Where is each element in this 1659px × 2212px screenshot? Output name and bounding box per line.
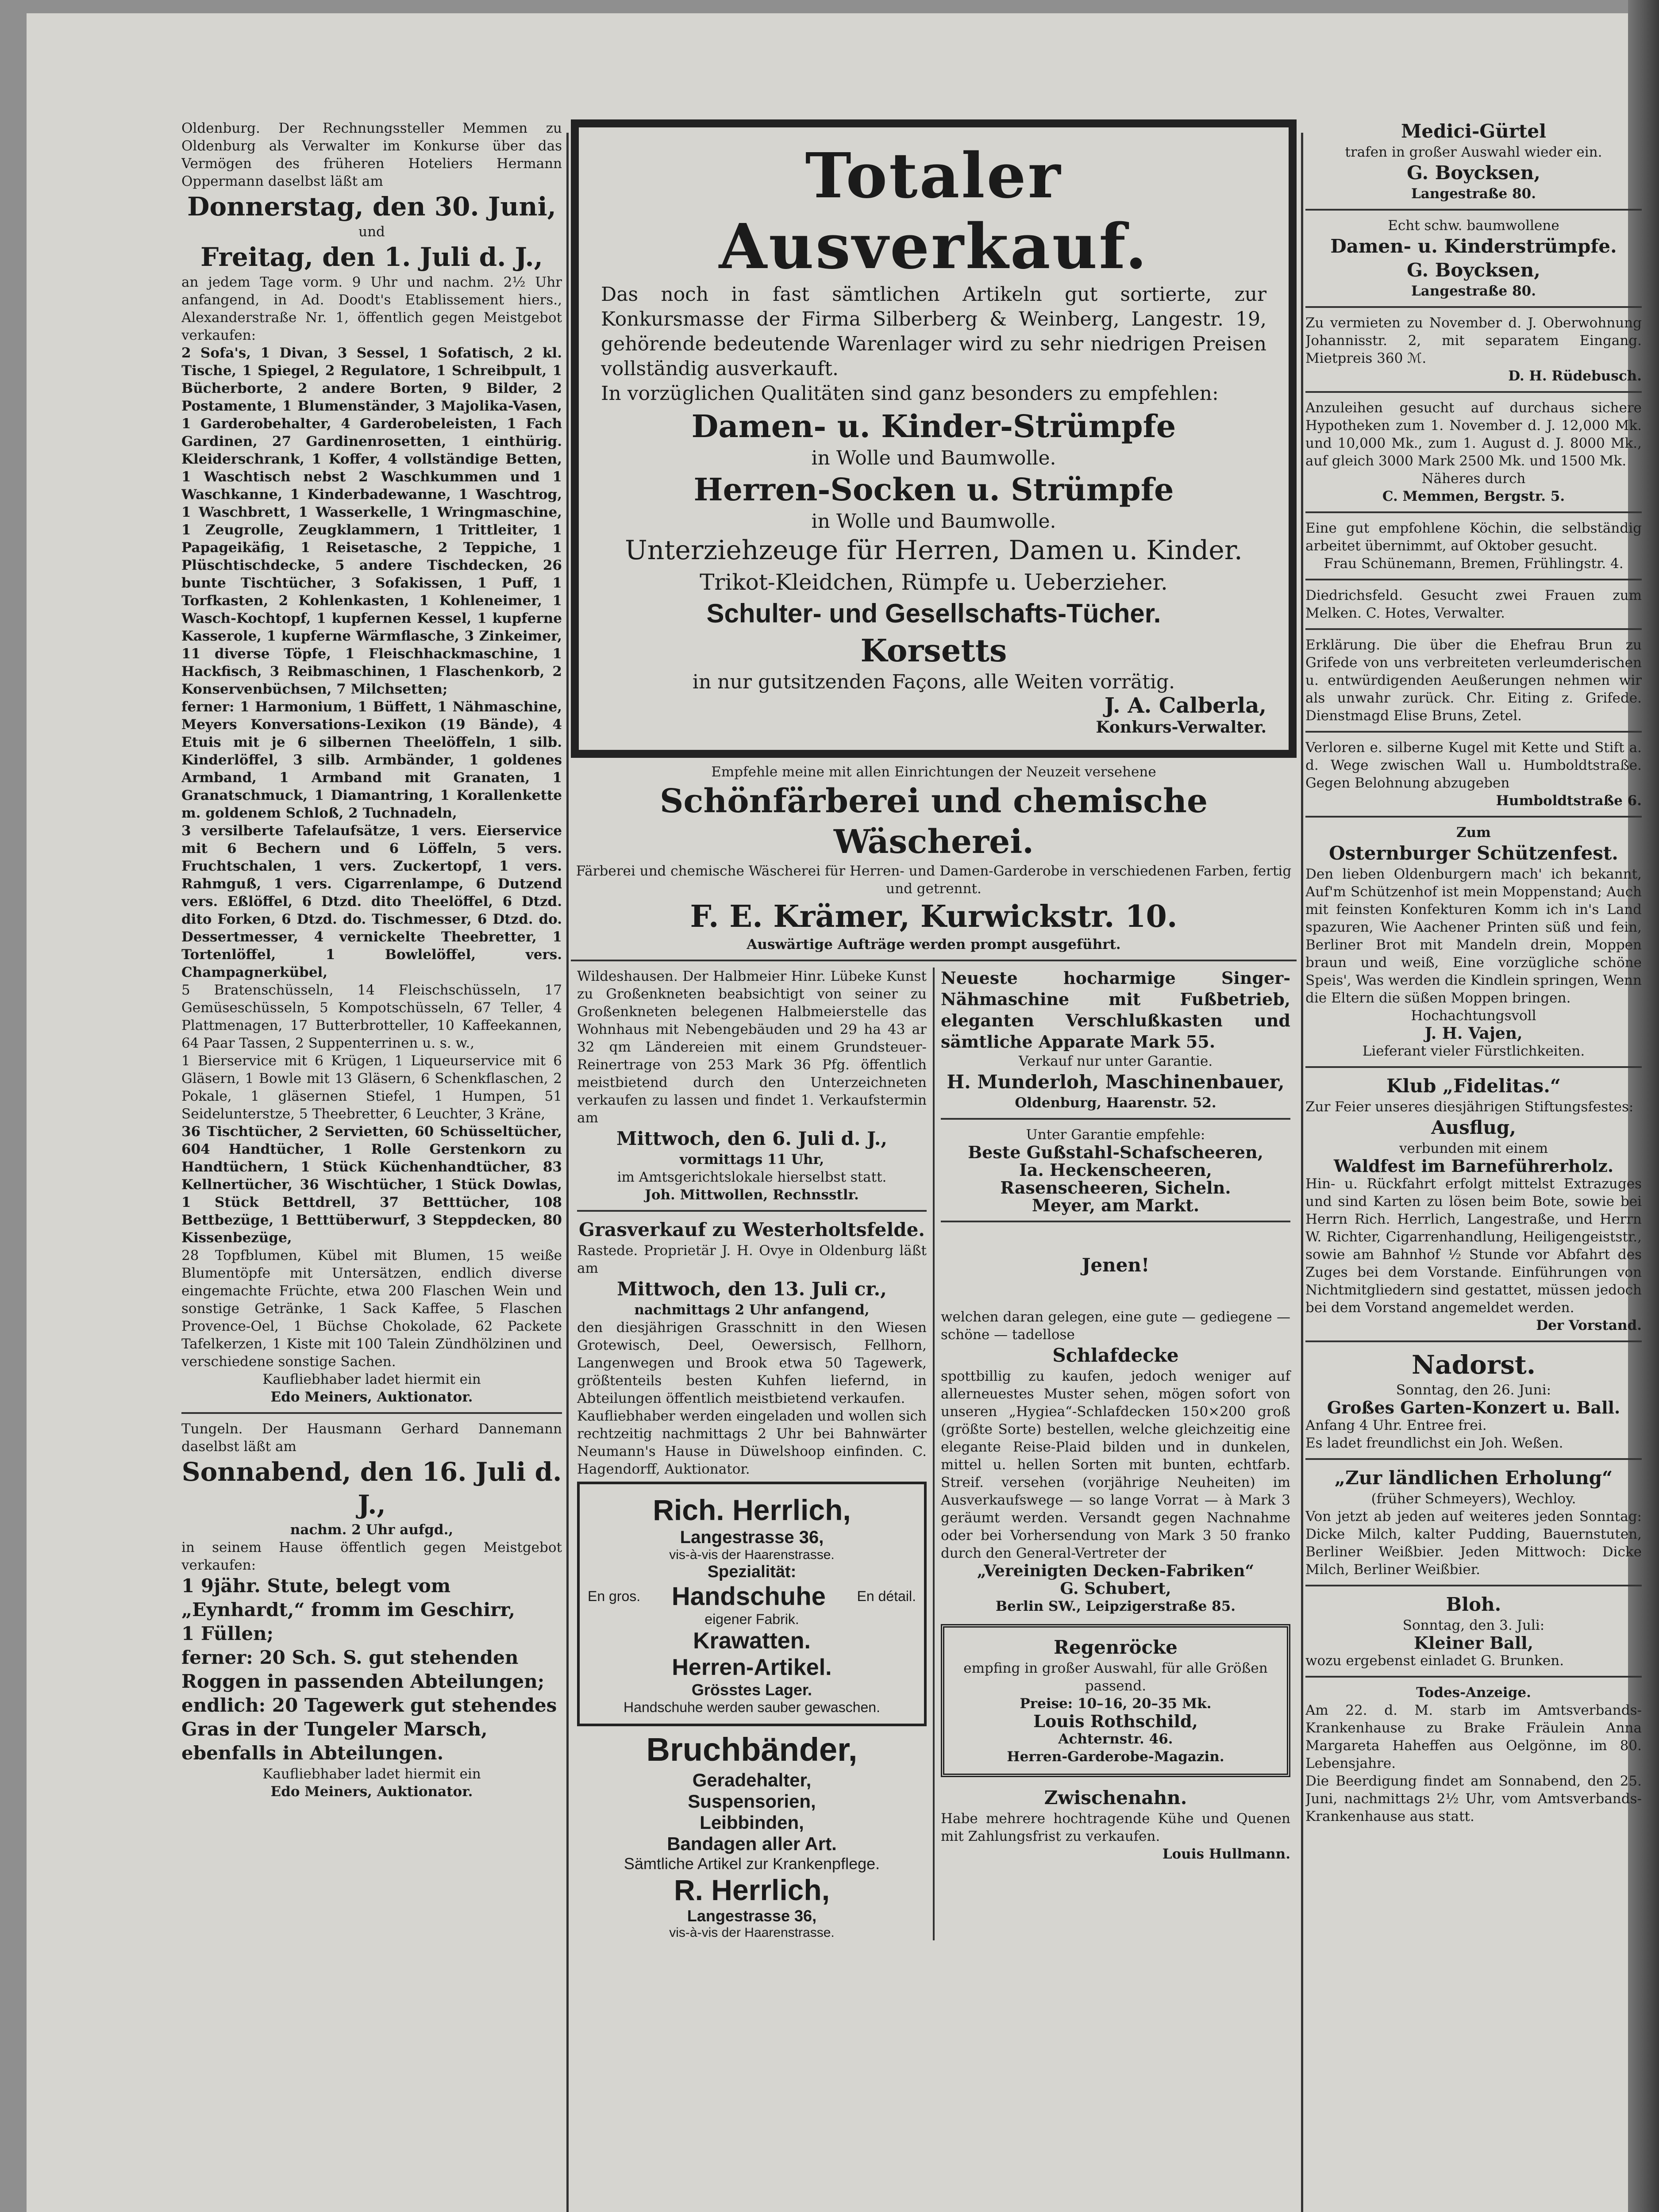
- ad-items: 2 Sofa's, 1 Divan, 3 Sessel, 1 Sofatisch, 2 kl. Tische, 1 Spiegel, 2 Regulatore, 1 Schreibpult, 1 Bücherborte, 2 andere Borten, 9 Bilder, 2 Postamente, 1 Blumenständer, 3 Majolika-Vasen, 1 Garderobehalter, 4 Garderobeleisten, 1 Fach Gardinen, 27 Gardinenrosetten, 1 einthürig. Kleiderschrank, 1 Koffer, 4 vollständige Betten, 1 Waschtisch nebst 2 Waschkummen und 1 Waschkanne, 1 Kinderbadewanne, 1 Waschtrog, 1 Waschbrett, 1 Wasserkelle, 1 Wringmaschine, 1 Zeugrolle, Zeugklammern, 1 Trittleiter, 1 Papageikäfig, 1 Reisetasche, 2 Teppiche, 1 Plüschtischdecke, 5 andere Tischdecken, 26 bunte Tischtücher, 3 Sofakissen, 1 Puff, 1 Torfkasten, 2 Kohlenkasten, 1 Kohleneimer, 1 Wasch-Kochtopf, 1 kupfernen Kessel, 1 kupferne Kasserole, 1 kupferne Wärmflasche, 3 Zinkeimer, 11 diverse Töpfe, 1 Fleischhackmaschine, 1 Hackfisch, 3 Reibmaschinen, 1 Flaschenkorb, 2 Konservenbüchsen, 7 Milchsetten;: [181, 345, 562, 697]
- ad-text: eigener Fabrik.: [704, 1611, 799, 1627]
- ad-product: Geradehalter,: [692, 1770, 812, 1790]
- ad-text: Empfehle meine mit allen Einrichtungen der Neuzeit versehene: [711, 764, 1156, 780]
- ad-text: Färberei und chemische Wäscherei für Herren- und Damen-Garderobe in verschiedenen Farben, fertig und getrennt.: [576, 863, 1292, 897]
- ad-text: nachm. 2 Uhr aufgd.,: [290, 1522, 454, 1538]
- schuetzenfest-ad: [1305, 824, 1642, 1060]
- column-left: [181, 119, 562, 2212]
- center-left-subcolumn: [571, 968, 933, 1940]
- divider: [1305, 1458, 1642, 1460]
- bruchbaender-ad: [577, 1730, 927, 1940]
- ad-text: En détail.: [857, 1588, 916, 1604]
- ad-text: Hochachtungsvoll: [1411, 1008, 1536, 1024]
- ad-text: Am 22. d. M. starb im Amtsverbands-Krankenhause zu Brake Fräulein Anna Margareta Haheffen aus Oelgönne, im 80. Lebensjahre.: [1305, 1702, 1642, 1771]
- ad-text: Tungeln. Der Hausmann Gerhard Dannemann daselbst läßt am: [181, 1421, 562, 1455]
- ad-firm: F. E. Krämer, Kurwickstr. 10.: [690, 899, 1178, 934]
- ad-items: 36 Tischtücher, 2 Servietten, 60 Schüsseltücher, 604 Handtücher, 1 Rolle Gerstenkorn zu Handtüchern, 1 Stück Küchenhandtücher, 83 Kellnertücher, 36 Wischtücher, 1 Stück Dowlas, 1 Stück Bettdrell, 37 Betttücher, 108 Bettbezüge, 1 Betttüberwurf, 3 Steppdecken, 80 Kissenbezüge,: [181, 1124, 562, 1246]
- ad-title: Klub „Fidelitas.“: [1386, 1075, 1561, 1097]
- ad-address: Berlin SW., Leipzigerstraße 85.: [995, 1598, 1236, 1614]
- ad-items: 3 versilberte Tafelaufsätze, 1 vers. Eierservice mit 6 Bechern und 6 Löffeln, 5 vers. Fruchtschalen, 1 vers. Zuckertopf, 1 vers. Rahmguß, 1 vers. Cigarrenlampe, 6 Dutzend vers. Eßlöffel, 6 Dtzd. dito Theelöffel, 6 Dtzd. dito Forken, 6 Dtzd. do. Tischmesser, 6 Dtzd. do. Dessertmesser, 4 vernickelte Theebretter, 1 Tortenlöffel, 1 Bowlelöffel, vers. Champagnerkübel,: [181, 823, 562, 980]
- ad-date: Freitag, den 1. Juli d. J.,: [200, 242, 543, 272]
- ad-text: Kleiner Ball,: [1414, 1633, 1533, 1653]
- divider: [1305, 816, 1642, 818]
- ad-address: vis-à-vis der Haarenstrasse.: [669, 1548, 835, 1562]
- handschuhe-row: [588, 1582, 916, 1611]
- ad-text: Großes Garten-Konzert u. Ball.: [1327, 1398, 1621, 1417]
- ad-title: Zwischenahn.: [1044, 1787, 1187, 1809]
- ad-text: an jedem Tage vorm. 9 Uhr und nachm. 2½ Uhr anfangend, in Ad. Doodt's Etablissement hiers., Alexanderstraße Nr. 1, öffentlich gegen Meistgebot verkaufen:: [181, 274, 562, 343]
- ad-date: Mittwoch, den 6. Juli d. J.,: [616, 1128, 887, 1149]
- ad-text: Hin- u. Rückfahrt erfolgt mittelst Extrazuges und sind Karten zu lösen beim Bote, sowie bei Herrn Rich. Herrlich, Langestraße, und Herrn W. Richter, Cigarrenhandlung, Heiligengeiststr., sowie am Bahnhof ½ Stunde vor Abfahrt des Zuges bei dem Vorstande. Einführungen von Nichtmitgliedern sind gestattet, müssen jedoch bei dem Vorstand angemeldet werden.: [1305, 1176, 1642, 1316]
- ad-signature: Frau Schünemann, Bremen, Frühlingstr. 4.: [1324, 556, 1624, 572]
- verloren-ad: [1305, 739, 1642, 810]
- divider: [1305, 306, 1642, 308]
- ad-text: Eine gut empfohlene Köchin, die selbständig arbeitet übernimmt, auf Oktober gesucht.: [1305, 520, 1642, 554]
- ad-title: Schönfärberei und chemische Wäscherei.: [659, 782, 1208, 861]
- wildeshausen-ad: [577, 968, 927, 1204]
- schlafdecke-ad: [941, 1344, 1290, 1615]
- scheeren-ad: [941, 1126, 1290, 1214]
- faerberei-ad: [571, 763, 1297, 953]
- ad-address: Achternstr. 46.: [1058, 1731, 1173, 1747]
- ad-address: Langestraße 80.: [1411, 186, 1536, 202]
- ad-text: nachmittags 2 Uhr anfangend,: [634, 1302, 870, 1318]
- ad-text: Zu vermieten zu November d. J. Oberwohnung Johannisstr. 2, mit separatem Eingang. Mietpreis 360 ℳ.: [1305, 315, 1642, 366]
- column-rule: [1301, 133, 1303, 2212]
- herrlich-handschuhe-ad: [577, 1482, 927, 1726]
- ad-text: Neueste hocharmige Singer-Nähmaschine mit Fußbetrieb, eleganten Verschlußkasten und sämtliche Apparate Mark 55.: [941, 968, 1290, 1052]
- ad-text: vormittags 11 Uhr,: [679, 1152, 824, 1167]
- ad-text: Waldfest im Barneführerholz.: [1333, 1156, 1614, 1176]
- ad-items: 5 Bratenschüsseln, 14 Fleischschüsseln, 17 Gemüseschüsseln, 5 Kompotschüsseln, 67 Teller, 4 Plattmenagen, 17 Butterbrotteller, 10 Kaffeekannen, 64 Paar Tassen, 2 Suppenterrinen u. s. w.,: [181, 982, 562, 1051]
- ad-signature: J. H. Vajen,: [1424, 1024, 1523, 1043]
- ad-title: Schlafdecke: [1052, 1344, 1179, 1366]
- ad-text: Auswärtige Aufträge werden prompt ausgeführt.: [747, 937, 1121, 952]
- ad-product: Krawatten.: [693, 1628, 811, 1654]
- ad-items: 1 Bierservice mit 6 Krügen, 1 Liqueurservice mit 6 Gläsern, 1 Bowle mit 13 Gläsern, 6 Schenkflaschen, 2 Pokale, 1 gläsernen Stiefel, 1 Humpen, 51 Seidelunterstze, 5 Theebretter, 6 Leuchter, 3 Kräne,: [181, 1053, 562, 1122]
- ad-firm: Rich. Herrlich,: [653, 1494, 851, 1526]
- ad-text: empfing in großer Auswahl, für alle Größen passend.: [963, 1660, 1268, 1694]
- ad-text: und: [358, 224, 385, 240]
- todes-anzeige: [1305, 1684, 1642, 1825]
- center-right-subcolumn: [933, 968, 1297, 1940]
- ad-text: (früher Schmeyers), Wechloy.: [1371, 1491, 1576, 1507]
- ad-text: Kaufliebhaber ladet hiermit ein: [262, 1371, 481, 1387]
- ad-text: Erklärung. Die über die Ehefrau Brun zu Grifede von uns verbreiteten verleumderischen u. entwürdigenden Aeußerungen nehmen wir als unwahr zurück. Chr. Eiting z. Grifede. Dienstmagd Elise Bruns, Zetel.: [1305, 637, 1642, 724]
- ausverkauf-title: Totaler Ausverkauf.: [719, 140, 1149, 283]
- ad-text: Lieferant vieler Fürstlichkeiten.: [1362, 1043, 1585, 1059]
- ad-title: Ausflug,: [1431, 1117, 1516, 1138]
- ad-text: Spezialität:: [707, 1563, 797, 1581]
- ad-text: Wildeshausen. Der Halbmeier Hinr. Lübeke Kunst zu Großenkneten beabsichtigt von seiner zu Großenkneten belegenen Halbmeierstelle das Wohnhaus mit Nebengebäuden und 29 ha 43 ar 32 qm Ländereien mit einem Grundsteuer-Reinertrage von 253 Mark 36 Pfg. öffentlich meistbietend durch den Unterzeichneten verkaufen zu lassen und findet 1. Verkaufstermin am: [577, 968, 927, 1126]
- divider: [1305, 628, 1642, 630]
- ad-address: Langestrasse 36,: [680, 1528, 824, 1547]
- ad-text: Verkauf nur unter Garantie.: [1018, 1053, 1213, 1069]
- divider: [1305, 391, 1642, 393]
- ad-text: En gros.: [588, 1588, 641, 1604]
- ad-title: Regenröcke: [1054, 1636, 1178, 1658]
- ad-product: Rasenscheeren, Sicheln.: [1000, 1178, 1231, 1198]
- ad-text: Es ladet freundlichst ein Joh. Weßen.: [1305, 1435, 1563, 1451]
- ad-text: in seinem Hause öffentlich gegen Meistgebot verkaufen:: [181, 1540, 562, 1573]
- ad-text: Den lieben Oldenburgern mach' ich bekannt, Auf'm Schützenhof ist mein Moppenstand; Auch mit feinsten Konfekturen Komm ich in's Land spazuren, Wie Aachener Printen süß und fein, Berliner Brot mit Mandeln drein, Moppen braun und weiß, Eine vorzügliche schöne Speis', Was werden die Kindlein springen, Wenn die Eltern die süßen Moppen bringen.: [1305, 866, 1642, 1006]
- ad-items: 28 Topfblumen, Kübel mit Blumen, 15 weiße Blumentöpfe mit Untersätzen, endlich diverse eingemachte Früchte, etwa 200 Flaschen Wein und sonstige Getränke, 1 Sack Kaffee, 5 Flaschen Provence-Oel, 1 Büchse Chokolade, 62 Packete Tafelkerzen, 1 Kiste mit 100 Talein Zündhölzinen und verschiedene sonstige Sachen.: [181, 1248, 562, 1370]
- ad-text: Sämtliche Artikel zur Krankenpflege.: [624, 1855, 880, 1873]
- ad-text: Das noch in fast sämtlichen Artikeln gut sortierte, zur Konkursmasse der Firma Silberberg & Weinberg, Langestr. 19, gehörende bedeutende Warenlager wird zu sehr niedrigen Preisen vollständig ausverkauft.: [601, 283, 1266, 380]
- ad-product: Leibbinden,: [700, 1812, 804, 1833]
- ad-text: Anfang 4 Uhr. Entree frei.: [1305, 1417, 1487, 1433]
- product-line: Schulter- und Gesellschafts-Tücher.: [706, 599, 1161, 628]
- ad-text: Die Beerdigung findet am Sonnabend, den 25. Juni, nachmittags 2½ Uhr, vom Amtsverbands-Krankenhause aus statt.: [1305, 1773, 1642, 1824]
- divider: [1305, 1676, 1642, 1678]
- ad-signature: Edo Meiners, Auktionator.: [270, 1389, 473, 1405]
- ad-address: vis-à-vis der Haarenstrasse.: [669, 1925, 835, 1940]
- ad-product: Suspensorien,: [688, 1791, 816, 1812]
- ad-firm: Meyer, am Markt.: [1032, 1195, 1200, 1215]
- ad-address: Humboldtstraße 6.: [1496, 793, 1642, 809]
- ad-text: Grösstes Lager.: [691, 1681, 812, 1699]
- divider: [1305, 1066, 1642, 1068]
- nadorst-ad: [1305, 1348, 1642, 1452]
- ad-title: Nadorst.: [1411, 1350, 1536, 1380]
- product-line: Damen- u. Kinder-Strümpfe: [691, 408, 1176, 445]
- ad-text: wozu ergebenst einladet G. Brunken.: [1305, 1653, 1564, 1669]
- ad-text: Sonntag, den 26. Juni:: [1396, 1382, 1551, 1398]
- ad-text: Herren-Garderobe-Magazin.: [1007, 1749, 1224, 1765]
- ad-title: Bloh.: [1446, 1594, 1501, 1615]
- ad-firm: Louis Rothschild,: [1033, 1711, 1198, 1731]
- ad-signature: Louis Hullmann.: [1162, 1846, 1290, 1862]
- grasverkauf-ad: [577, 1218, 927, 1478]
- ad-text: Habe mehrere hochtragende Kühe und Quenen mit Zahlungsfrist zu verkaufen.: [941, 1811, 1290, 1844]
- ad-text: In vorzüglichen Qualitäten sind ganz besonders zu empfehlen:: [601, 382, 1219, 405]
- medici-guertel-ad: [1305, 119, 1642, 203]
- ad-text: verbunden mit einem: [1399, 1141, 1548, 1156]
- product-sub: in nur gutsitzenden Façons, alle Weiten vorrätig.: [692, 671, 1175, 693]
- ad-signature: Edo Meiners, Auktionator.: [270, 1784, 473, 1800]
- product-line: Herren-Socken u. Strümpfe: [693, 471, 1174, 508]
- ad-address: Oldenburg, Haarenstr. 52.: [1015, 1095, 1216, 1111]
- ad-text: spottbillig zu kaufen, jedoch weniger auf allerneuestes Muster sehen, mögen sofort von unseren „Hygiea“-Schlafdecken 150×200 groß (größte Sorte) bestellen, welche gleichzeitig eine elegante Reise-Plaid bilden und in dunkelen, mittel u. hellen Sorten mit bunten, echtfarb. Streif. versehen (vorjährige Neuheiten) im Ausverkaufswege — so lange Vorrat — à Mark 3 geräumt werden. Versandt gegen Nachnahme oder bei Vorhersendung von Mark 3 50 franko durch den General-Vertreter der: [941, 1368, 1290, 1561]
- ad-text: Echt schw. baumwollene: [1388, 218, 1559, 234]
- ad-product: Herren-Artikel.: [672, 1655, 832, 1680]
- ad-text: Zur Feier unseres diesjährigen Stiftungsfestes:: [1305, 1099, 1634, 1115]
- ad-product: Ia. Heckenscheeren,: [1019, 1160, 1212, 1180]
- divider: [1305, 1340, 1642, 1342]
- ad-signature: D. H. Rüdebusch.: [1508, 368, 1642, 384]
- erklaerung-ad: [1305, 636, 1642, 725]
- bloh-ad: [1305, 1593, 1642, 1670]
- ad-date: Sonnabend, den 16. Juli d. J.,: [181, 1457, 562, 1520]
- ad-title: Bruchbänder,: [646, 1731, 858, 1768]
- divider: [1305, 209, 1642, 211]
- ad-title: Osternburger Schützenfest.: [1329, 842, 1618, 864]
- divider: [1305, 1585, 1642, 1586]
- fidelitas-ad: [1305, 1074, 1642, 1334]
- ad-address: Langestrasse 36,: [687, 1907, 817, 1925]
- ad-text: Anzuleihen gesucht auf durchaus sichere Hypotheken zum 1. November d. J. 12,000 Mk. und 10,000 Mk., zum 1. August d. J. 8000 Mk., auf gleich 3000 Mark 2500 Mk. und 1500 Mk.: [1305, 400, 1642, 469]
- column-center: [571, 119, 1297, 2212]
- ad-text: Handschuhe werden sauber gewaschen.: [624, 1699, 880, 1715]
- singer-ad: [941, 968, 1290, 1112]
- diedrichsfeld-ad: [1305, 587, 1642, 622]
- ad-title: „Zur ländlichen Erholung“: [1334, 1467, 1613, 1489]
- ad-items: ferner: 20 Sch. S. gut stehenden Roggen in passenden Abteilungen;: [181, 1647, 545, 1692]
- strumpf-ad: [1305, 217, 1642, 300]
- divider: [941, 1118, 1290, 1120]
- ad-title: Medici-Gürtel: [1401, 120, 1547, 142]
- ad-title: Todes-Anzeige.: [1416, 1685, 1531, 1701]
- ad-address: Langestraße 80.: [1411, 283, 1536, 299]
- divider: [941, 1221, 1290, 1222]
- ad-signature: Der Vorstand.: [1536, 1317, 1642, 1333]
- product-line: Unterziehzeuge für Herren, Damen u. Kinder.: [625, 535, 1243, 566]
- ad-items: 1 Füllen;: [181, 1623, 274, 1644]
- divider: [571, 960, 1297, 961]
- ad-firm: R. Herrlich,: [674, 1874, 830, 1906]
- ad-signature: Joh. Mittwollen, Rechnsstlr.: [645, 1187, 859, 1203]
- erholung-ad: [1305, 1466, 1642, 1578]
- ad-product: Beste Gußstahl-Schafscheeren,: [968, 1142, 1263, 1162]
- ad-firm: G. Schubert,: [1060, 1579, 1171, 1598]
- auction-ad-oppermann: [181, 119, 562, 1406]
- jenen-ad: [941, 1253, 1290, 1344]
- ausverkauf-ad: [571, 119, 1297, 758]
- ad-date: Donnerstag, den 30. Juni,: [187, 192, 556, 222]
- divider: [181, 1412, 562, 1414]
- product-sub: in Wolle und Baumwolle.: [811, 510, 1056, 533]
- ad-signature: J. A. Calberla,: [1104, 693, 1266, 718]
- ad-text: Zum: [1456, 825, 1491, 841]
- ad-text: Kaufliebhaber ladet hiermit ein: [262, 1766, 481, 1782]
- ad-text: trafen in großer Auswahl wieder ein.: [1345, 144, 1602, 160]
- product-sub: in Wolle und Baumwolle.: [811, 447, 1056, 469]
- ad-signature: Konkurs-Verwalter.: [1096, 718, 1266, 737]
- column-right: [1305, 119, 1642, 2212]
- ad-text: Unter Garantie empfehle:: [1026, 1127, 1205, 1143]
- ad-date: Mittwoch, den 13. Juli cr.,: [617, 1278, 887, 1300]
- ad-firm: H. Munderloh, Maschinenbauer,: [947, 1071, 1285, 1093]
- divider: [1305, 731, 1642, 733]
- ad-firm: G. Boycksen,: [1407, 162, 1540, 184]
- regenroecke-ad: [941, 1624, 1290, 1777]
- column-rule: [566, 133, 569, 2212]
- ad-text: Sonntag, den 3. Juli:: [1402, 1617, 1545, 1633]
- center-subcolumns: [571, 968, 1297, 1940]
- product-line: Trikot-Kleidchen, Rümpfe u. Ueberzieher.: [700, 569, 1168, 595]
- ad-product: Handschuhe: [671, 1582, 826, 1611]
- auction-ad-dannemann: [181, 1420, 562, 1801]
- vermieten-ad: [1305, 314, 1642, 385]
- divider: [1305, 579, 1642, 580]
- ad-title: Jenen!: [1082, 1254, 1150, 1276]
- zwischenahn-ad: [941, 1786, 1290, 1863]
- divider: [577, 1210, 927, 1212]
- ad-items: 1 9jähr. Stute, belegt vom „Eynhardt,“ fromm im Geschirr,: [181, 1575, 516, 1621]
- ad-text: welchen daran gelegen, eine gute — gediegene — schöne — tadellose: [941, 1309, 1290, 1343]
- ad-items: endlich: 20 Tagewerk gut stehendes Gras in der Tungeler Marsch, ebenfalls in Abteilungen.: [181, 1694, 557, 1764]
- ad-text: Von jetzt ab jeden auf weiteres jeden Sonntag: Dicke Milch, kalter Pudding, Bauernstuten, Berliner Weißbier. Jeden Mittwoch: Dicke Milch, Berliner Weißbier.: [1305, 1509, 1642, 1578]
- ad-text: Oldenburg. Der Rechnungssteller Memmen zu Oldenburg als Verwalter im Konkurse über das Vermögen des früheren Hoteliers Hermann Oppermann daselbst läßt am: [181, 120, 562, 189]
- ad-text: Verloren e. silberne Kugel mit Kette und Stift a. d. Wege zwischen Wall u. Humboldtstraße. Gegen Belohnung abzugeben: [1305, 740, 1642, 791]
- ad-product: Bandagen aller Art.: [667, 1833, 837, 1854]
- ad-firm: G. Boycksen,: [1407, 259, 1540, 281]
- ad-text: „Vereinigten Decken-Fabriken“: [977, 1562, 1255, 1580]
- divider: [1305, 511, 1642, 513]
- ad-text: Preise: 10–16, 20–35 Mk.: [1020, 1696, 1212, 1712]
- ad-text: im Amtsgerichtslokale hierselbst statt.: [617, 1169, 887, 1185]
- ad-title: Grasverkauf zu Westerholtsfelde.: [578, 1219, 925, 1240]
- ad-signature: C. Memmen, Bergstr. 5.: [1382, 488, 1565, 504]
- ad-text: Rastede. Proprietär J. H. Ovye in Oldenburg läßt am: [577, 1243, 927, 1276]
- ad-text: Diedrichsfeld. Gesucht zwei Frauen zum Melken. C. Hotes, Verwalter.: [1305, 588, 1642, 621]
- ad-text: den diesjährigen Grasschnitt in den Wiesen Grotewisch, Deel, Oewersisch, Fellhorn, Langenwegen und Brook etwa 50 Tagewerk, größtenteils besten Kuhfen liefernd, in Abteilungen öffentlich meistbietend verkaufen.: [577, 1320, 927, 1406]
- ad-items: ferner: 1 Harmonium, 1 Büffett, 1 Nähmaschine, Meyers Konversations-Lexikon (19 Bände), 4 Etuis mit je 6 silbernen Theelöffeln, 1 silb. Kinderlöffel, 3 silb. Armbänder, 1 goldenes Armband, 1 Armband mit Granaten, 1 Granatschmuck, 1 Diamantring, 1 Korallenkette m. goldenem Schloß, 2 Tuchnadeln,: [181, 699, 562, 821]
- anzuleihen-ad: [1305, 399, 1642, 505]
- koechin-ad: [1305, 519, 1642, 572]
- ad-text: Näheres durch: [1421, 471, 1526, 487]
- product-line: Korsetts: [860, 632, 1007, 669]
- ad-text: Kaufliebhaber werden eingeladen und wollen sich rechtzeitig nachmittags 2 Uhr bei Bahnwärter Neumann's Hause in Düwelshoop einfinden. C. Hagendorff, Auktionator.: [577, 1408, 927, 1477]
- ad-product: Damen- u. Kinderstrümpfe.: [1330, 235, 1617, 257]
